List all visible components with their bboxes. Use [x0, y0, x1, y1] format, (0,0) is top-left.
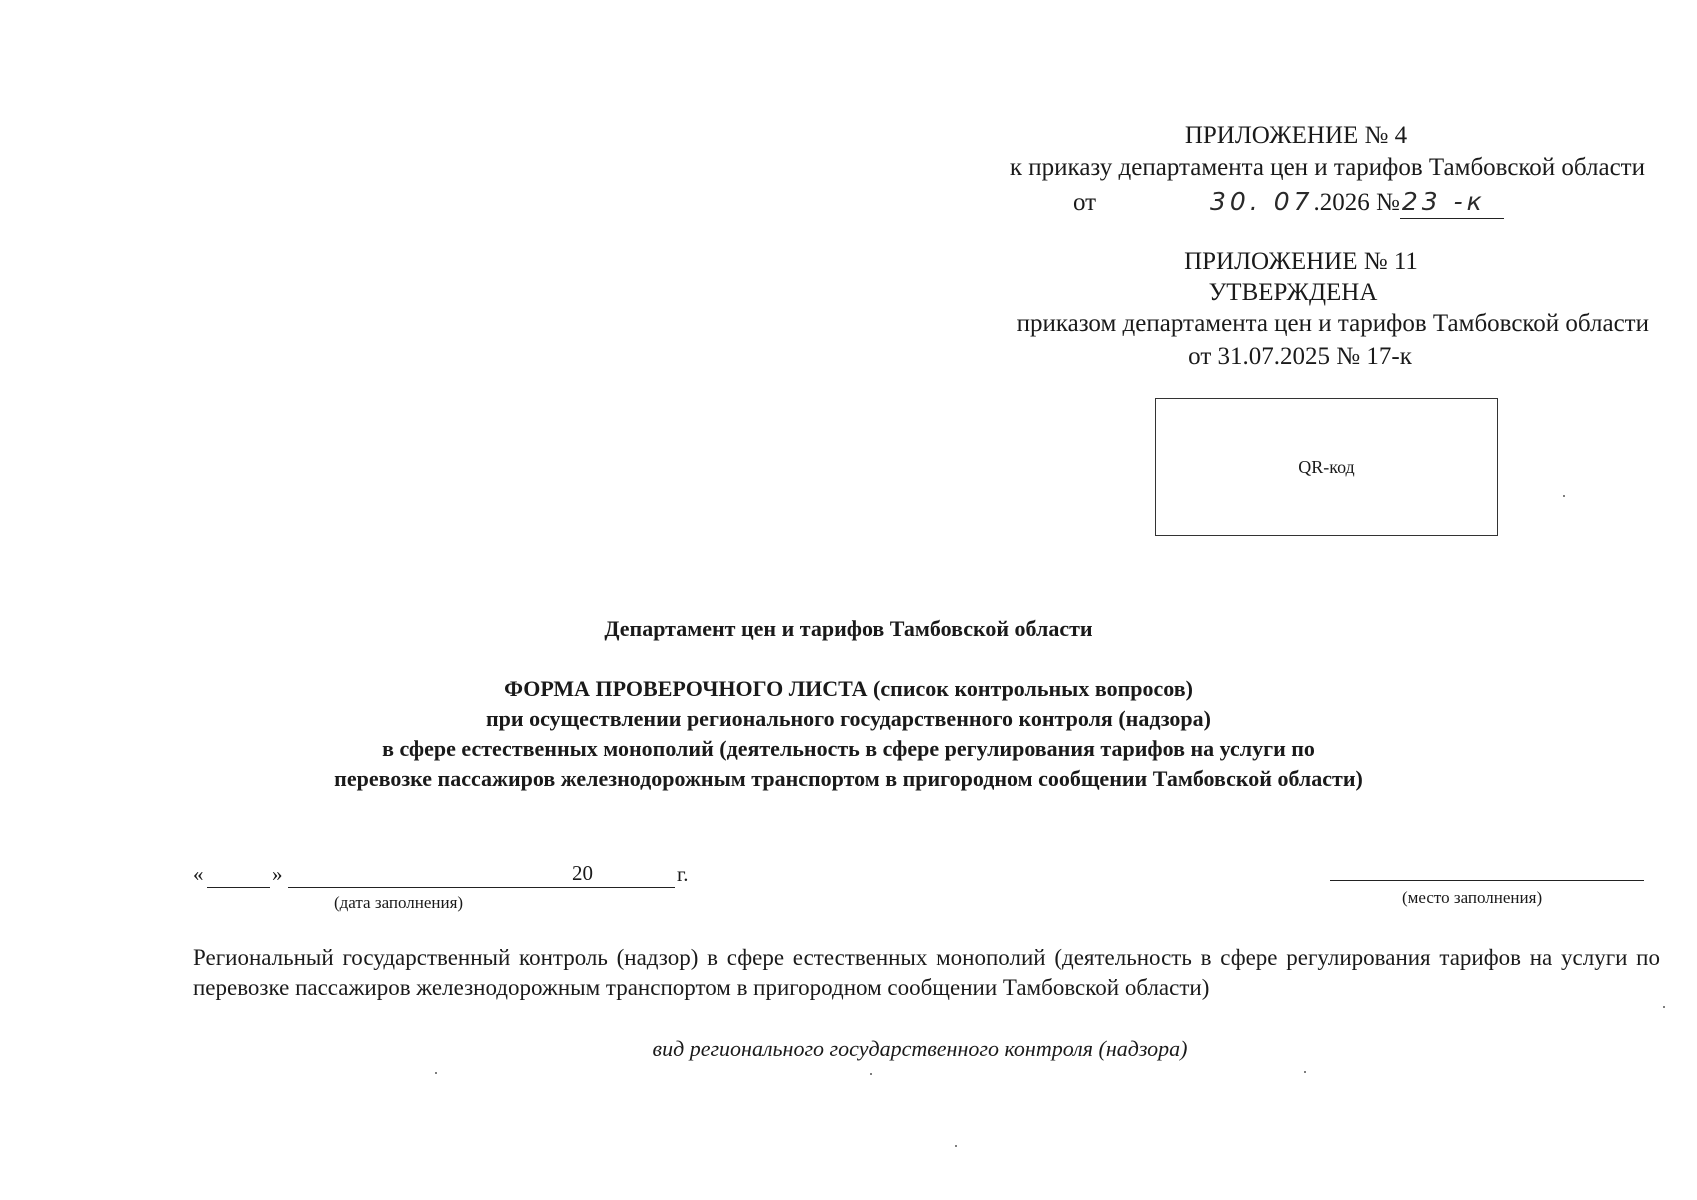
fill-date-close-quote: » [272, 862, 283, 886]
date-caption: (дата заполнения) [334, 893, 464, 912]
scan-speck [870, 1073, 872, 1075]
year-suffix: г. [677, 862, 689, 886]
form-title-line: в сфере естественных монополий (деятельность в сфере регулирования тарифов на услуги по [382, 736, 1315, 761]
scan-speck [955, 1145, 957, 1147]
appendix-11-date-line: от 31.07.2025 № 17-к [1188, 343, 1412, 370]
appendix-4-date-line [1210, 186, 1504, 219]
scan-speck [435, 1072, 437, 1074]
control-type-paragraph: Региональный государственный контроль (надзор) в сфере естественных монополий (деятельность в сфере регулирования тарифов на услуги по перевозке пассажиров железнодорожным транспортом в пригородном сообщении Тамбовской области) [193, 945, 1660, 1000]
date-year: .2026 № [1313, 189, 1400, 216]
appendix-11-approved: УТВЕРЖДЕНА [1208, 279, 1378, 306]
handwritten-date: 30. 07 [1210, 187, 1314, 216]
fill-date-open-quote: « [193, 862, 204, 886]
form-title [0, 674, 1697, 794]
qr-code-label: QR-код [1298, 456, 1355, 477]
year-prefix: 20 [572, 861, 593, 885]
scan-speck [1663, 1006, 1665, 1008]
form-title-line: при осуществлении регионального государственного контроля (надзора) [485, 706, 1211, 731]
appendix-4-title: ПРИЛОЖЕНИЕ № 4 [1184, 122, 1408, 149]
month-blank-line[interactable] [288, 887, 675, 888]
department-name: Департамент цен и тарифов Тамбовской области [604, 616, 1093, 641]
handwritten-order-number: 23 -к [1401, 187, 1486, 216]
scan-speck [1304, 1071, 1306, 1073]
appendix-11-order-ref: приказом департамента цен и тарифов Тамбовской области [1016, 310, 1649, 337]
appendix-4-order-ref: к приказу департамента цен и тарифов Тамбовской области [1009, 154, 1645, 181]
appendix-11-title: ПРИЛОЖЕНИЕ № 11 [1184, 248, 1418, 275]
appendix-4-date-prefix: от [1073, 189, 1097, 216]
day-blank-line[interactable] [207, 887, 270, 888]
form-title-line: перевозке пассажиров железнодорожным транспортом в пригородном сообщении Тамбовской области) [334, 766, 1363, 791]
scan-speck [1563, 495, 1565, 497]
control-type-caption: вид регионального государственного контроля (надзора) [652, 1036, 1188, 1061]
place-caption: (место заполнения) [1402, 888, 1543, 907]
place-blank-line[interactable] [1330, 880, 1644, 881]
order-number-field [1400, 187, 1504, 219]
form-title-line: ФОРМА ПРОВЕРОЧНОГО ЛИСТА (список контрольных вопросов) [504, 676, 1193, 701]
qr-code-placeholder [1155, 398, 1498, 536]
